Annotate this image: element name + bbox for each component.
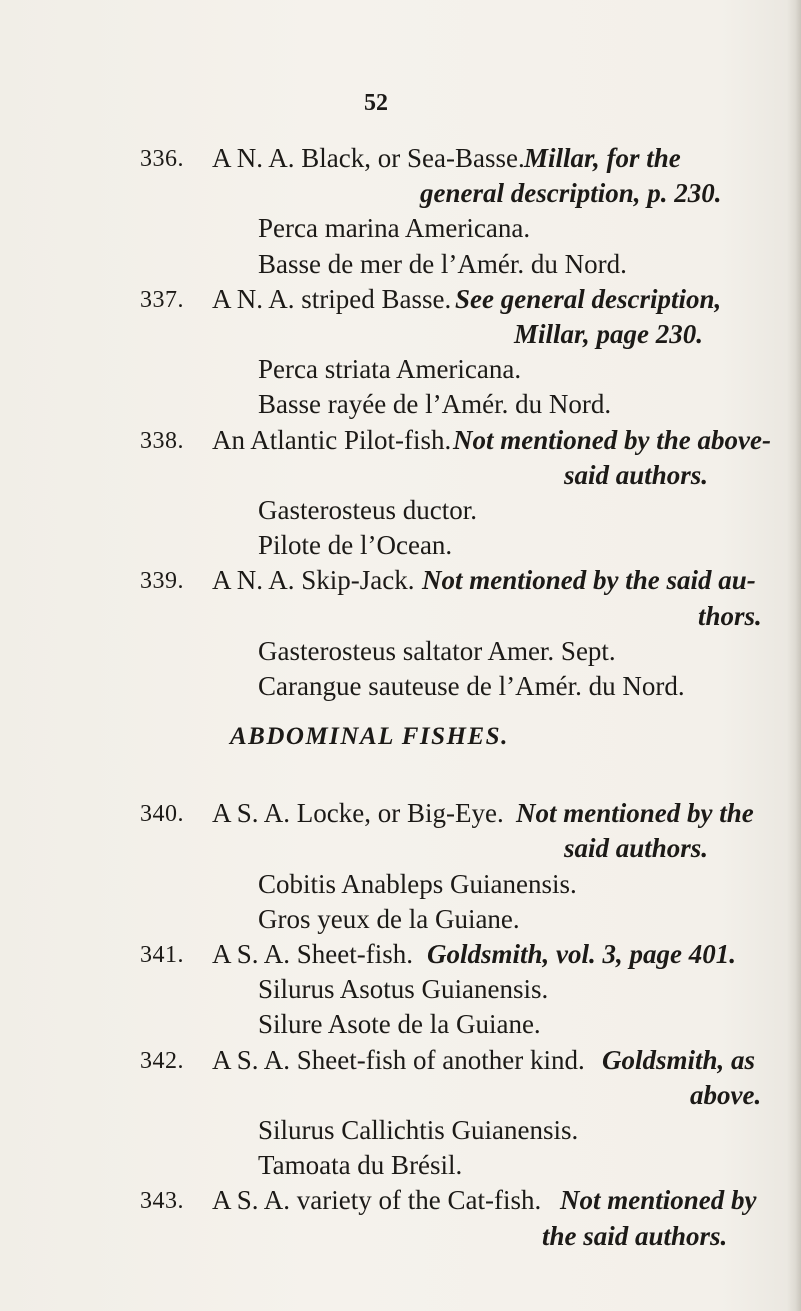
- entry-number: 341.: [140, 942, 184, 968]
- entry-number: 340.: [140, 801, 184, 828]
- page-edge-shadow: [787, 0, 801, 1311]
- french-name: Carangue sauteuse de l’Amér. du Nord.: [258, 671, 685, 701]
- entry-number: 337.: [140, 286, 184, 313]
- latin-name: Cobitis Anableps Guianensis.: [258, 868, 577, 899]
- entry-number: 343.: [140, 1188, 184, 1215]
- entry-name: A S. A. variety of the Cat-fish.: [212, 1185, 542, 1216]
- entry-name: A S. A. Sheet-fish of another kind.: [212, 1044, 585, 1075]
- latin-name: Gasterosteus ductor.: [258, 495, 477, 525]
- entry-reference: Not mentioned by: [560, 1185, 757, 1216]
- french-name: Pilote de l’Ocean.: [258, 530, 453, 561]
- entry-reference-continued: Millar, page 230.: [514, 319, 704, 349]
- page-number: 52: [364, 90, 388, 116]
- latin-name: Silurus Callichtis Guianensis.: [258, 1115, 579, 1145]
- entry-reference: See general description,: [455, 283, 722, 314]
- french-name: Gros yeux de la Guiane.: [258, 903, 520, 934]
- latin-name: Perca striata Americana.: [258, 354, 522, 385]
- entry-name: A S. A. Sheet-fish.: [212, 939, 414, 969]
- entry-number: 336.: [140, 146, 184, 172]
- entry-reference: Not mentioned by the: [516, 798, 754, 829]
- section-heading: ABDOMINAL FISHES.: [230, 723, 509, 751]
- entry-reference: Goldsmith, as: [602, 1044, 756, 1075]
- french-name: Tamoata du Brésil.: [258, 1150, 463, 1181]
- entry-reference: Goldsmith, vol. 3, page 401.: [427, 939, 736, 969]
- entry-reference: Millar, for the: [524, 143, 681, 173]
- latin-name: Perca marina Americana.: [258, 213, 531, 244]
- latin-name: Silurus Asotus Guianensis.: [258, 974, 549, 1005]
- entry-name: A N. A. striped Basse.: [212, 283, 452, 314]
- french-name: Basse de mer de l’Amér. du Nord.: [258, 248, 627, 279]
- entry-reference-continued: said authors.: [564, 833, 709, 864]
- entry-name: A N. A. Skip-Jack.: [212, 565, 415, 596]
- french-name: Basse rayée de l’Amér. du Nord.: [258, 389, 612, 420]
- entry-number: 338.: [140, 427, 184, 454]
- entry-number: 342.: [140, 1047, 184, 1074]
- latin-name: Gasterosteus saltator Amer. Sept.: [258, 635, 616, 666]
- entry-name: A S. A. Locke, or Big-Eye.: [212, 798, 504, 829]
- entry-number: 339.: [140, 568, 184, 595]
- entry-name: A N. A. Black, or Sea-Basse.: [212, 143, 525, 173]
- entry-reference-continued: the said authors.: [542, 1220, 728, 1251]
- entry-reference-continued: thors.: [698, 600, 762, 631]
- entry-reference-continued: said authors.: [564, 459, 709, 490]
- entry-reference: Not mentioned by the above-: [453, 424, 771, 455]
- french-name: Silure Asote de la Guiane.: [258, 1009, 541, 1040]
- entry-reference: Not mentioned by the said au-: [422, 565, 756, 596]
- entry-reference-continued: above.: [690, 1079, 762, 1110]
- entry-reference-continued: general description, p. 230.: [420, 178, 722, 209]
- entry-name: An Atlantic Pilot-fish.: [212, 424, 452, 455]
